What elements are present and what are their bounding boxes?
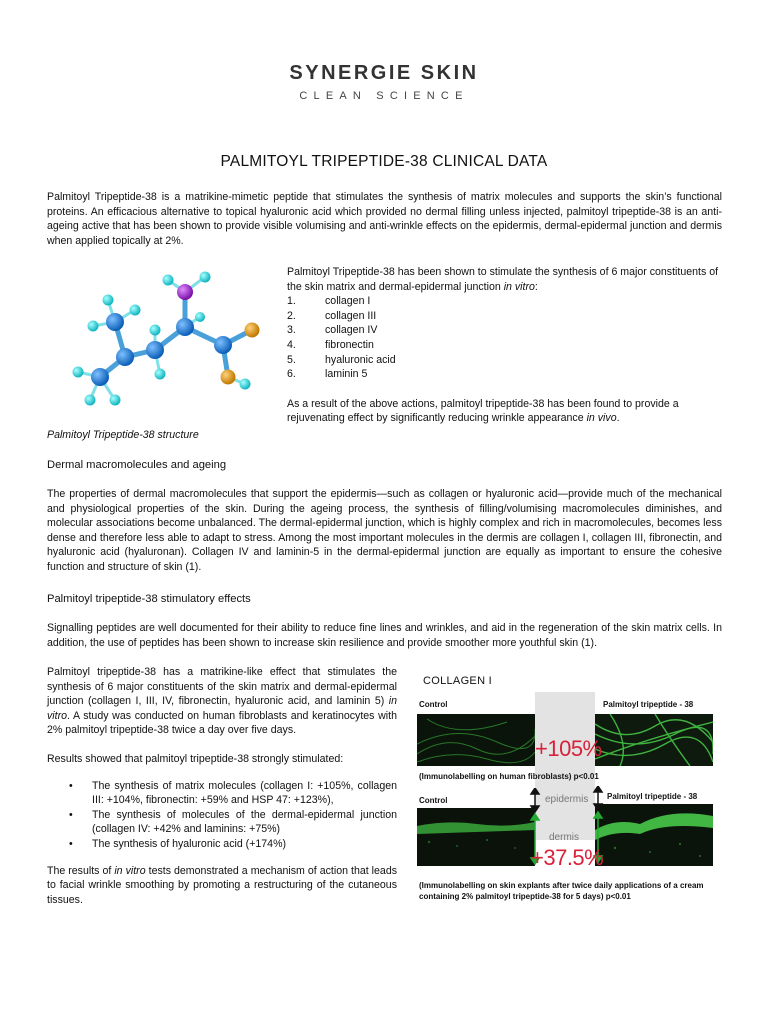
section-heading-stimulatory: Palmitoyl tripeptide-38 stimulatory effects <box>47 593 251 605</box>
list-item: 6. laminin 5 <box>287 368 368 381</box>
study-description: Palmitoyl tripeptide-38 has a matrikine-like effect that stimulates the synthesis of 6 major constituents of the skin matrix and dermal-epidermal junction (collagen I, III, IV, fibronectin, hyaluronic acid, and laminin 5) in vitro. A study was conducted on human fibroblasts and keratinocytes with 2% palmitoyl tripeptide-38 twice a day over five days. <box>47 666 397 737</box>
section-stimulatory-left-column <box>47 665 397 907</box>
list-item: 4. fibronectin <box>287 338 374 351</box>
constituents-list <box>287 294 722 382</box>
results-bullet-list <box>47 779 397 852</box>
list-item: 2. collagen III <box>287 309 377 322</box>
molecule-structure-image <box>60 262 270 422</box>
brand-logo-tagline: CLEAN SCIENCE <box>299 90 469 102</box>
dermis-label: dermis <box>549 832 580 843</box>
micrograph-control-explant <box>417 808 535 866</box>
conclusion: The results of in vitro tests demonstrated a mechanism of action that leads to facial wrinkle smoothing by promoting a restructuring of the cutaneous tissues. <box>47 864 398 906</box>
results-lead: Results showed that palmitoyl tripeptide-38 strongly stimulated: <box>47 752 344 765</box>
constituents-block <box>287 265 722 426</box>
section-heading-dermal: Dermal macromolecules and ageing <box>47 459 227 471</box>
section-stimulatory-intro: Signalling peptides are well documented for their ability to reduce fine lines and wrinkles, and aid in the regeneration of the skin matrix cells. In addition, the use of peptides has been shown to increase skin resilience and provide smoother more youthful skin (1). <box>47 622 722 649</box>
intro-text: Palmitoyl Tripeptide-38 is a matrikine-mimetic peptide that stimulates the synthesis of matrix molecules and supports the skin’s functional proteins. An efficacious alternative to topical hyaluronic acid which provided no dermal filling unless injected, palmitoyl tripeptide-38 is an anti-ageing active that has been shown to provide visible volumising and anti-wrinkle effects on the epidermis, dermal-epidermal junction and dermis when applied topically at 2%. <box>47 191 722 247</box>
figure-gray-band <box>535 692 595 840</box>
junction-increase-value: +37.5% <box>531 845 604 870</box>
list-item: 5. hyaluronic acid <box>287 353 396 366</box>
figure-caption-fibroblasts: (Immunolabelling on human fibroblasts) p<0.01 <box>419 772 599 781</box>
list-item: 3. collagen IV <box>287 324 378 337</box>
figure-caption-explants: (Immunolabelling on skin explants after twice daily applications of a cream containing 2% palmitoyl tripeptide-38 for 5 days) p<0.01 <box>419 881 704 901</box>
collagen-figure <box>417 670 722 910</box>
structure-caption: Palmitoyl Tripeptide-38 structure <box>47 429 199 441</box>
list-item: • The synthesis of hyaluronic acid (+174%) <box>47 837 397 852</box>
control-label-top: Control <box>419 700 448 709</box>
list-item: • The synthesis of molecules of the dermal-epidermal junction (collagen IV: +42% and laminins: +75%) <box>47 808 397 837</box>
list-item: 1. collagen I <box>287 295 371 308</box>
figure-title: COLLAGEN I <box>423 675 493 687</box>
list-item: • The synthesis of matrix molecules (collagen I: +105%, collagen III: +104%, fibronectin: +59% and HSP 47: +123%), <box>47 779 397 808</box>
intro-paragraph <box>47 190 722 248</box>
collagen-increase-value: +105% <box>535 736 602 761</box>
epidermis-label: epidermis <box>545 794 589 805</box>
section-dermal-body: The properties of dermal macromolecules that support the epidermis—such as collagen or hyaluronic acid—provide much of the mechanical and physiological properties of the skin. During the ageing process, the synthesis of filling/volumising macromolecules diminishes, and molecular associations become unbalanced. The dermal-epidermal junction, which is highly complex and rich in macromolecules, becomes less dense and therefore less able to adapt to stress. Among the most important molecules in the dermis are collagen I, collagen III, fibronectin, and hyaluronic acid (hyaluronan). Collagen IV and laminin-5 in the dermal-epidermal junction are equally as important to ensure the cohesive function and structure of skin (1). <box>47 488 722 573</box>
micrograph-control-fibroblasts <box>417 714 535 766</box>
page-title: PALMITOYL TRIPEPTIDE-38 CLINICAL DATA <box>220 153 548 170</box>
micrograph-treated-fibroblasts <box>595 714 713 766</box>
treated-label-top: Palmitoyl tripeptide - 38 <box>603 700 694 709</box>
constituents-lead: Palmitoyl Tripeptide-38 has been shown to stimulate the synthesis of 6 major constituents of the skin matrix and dermal-epidermal junction in vitro: <box>287 266 719 293</box>
constituents-result: As a result of the above actions, palmitoyl tripeptide-38 has been found to provide a rejuvenating effect by significantly reducing wrinkle appearance in vivo. <box>287 397 679 425</box>
micrograph-treated-explant <box>595 804 713 866</box>
control-label-bottom: Control <box>419 796 448 805</box>
treated-label-bottom: Palmitoyl tripeptide - 38 <box>607 792 698 801</box>
brand-logo-wordmark: SYNERGIE SKIN <box>289 62 479 84</box>
